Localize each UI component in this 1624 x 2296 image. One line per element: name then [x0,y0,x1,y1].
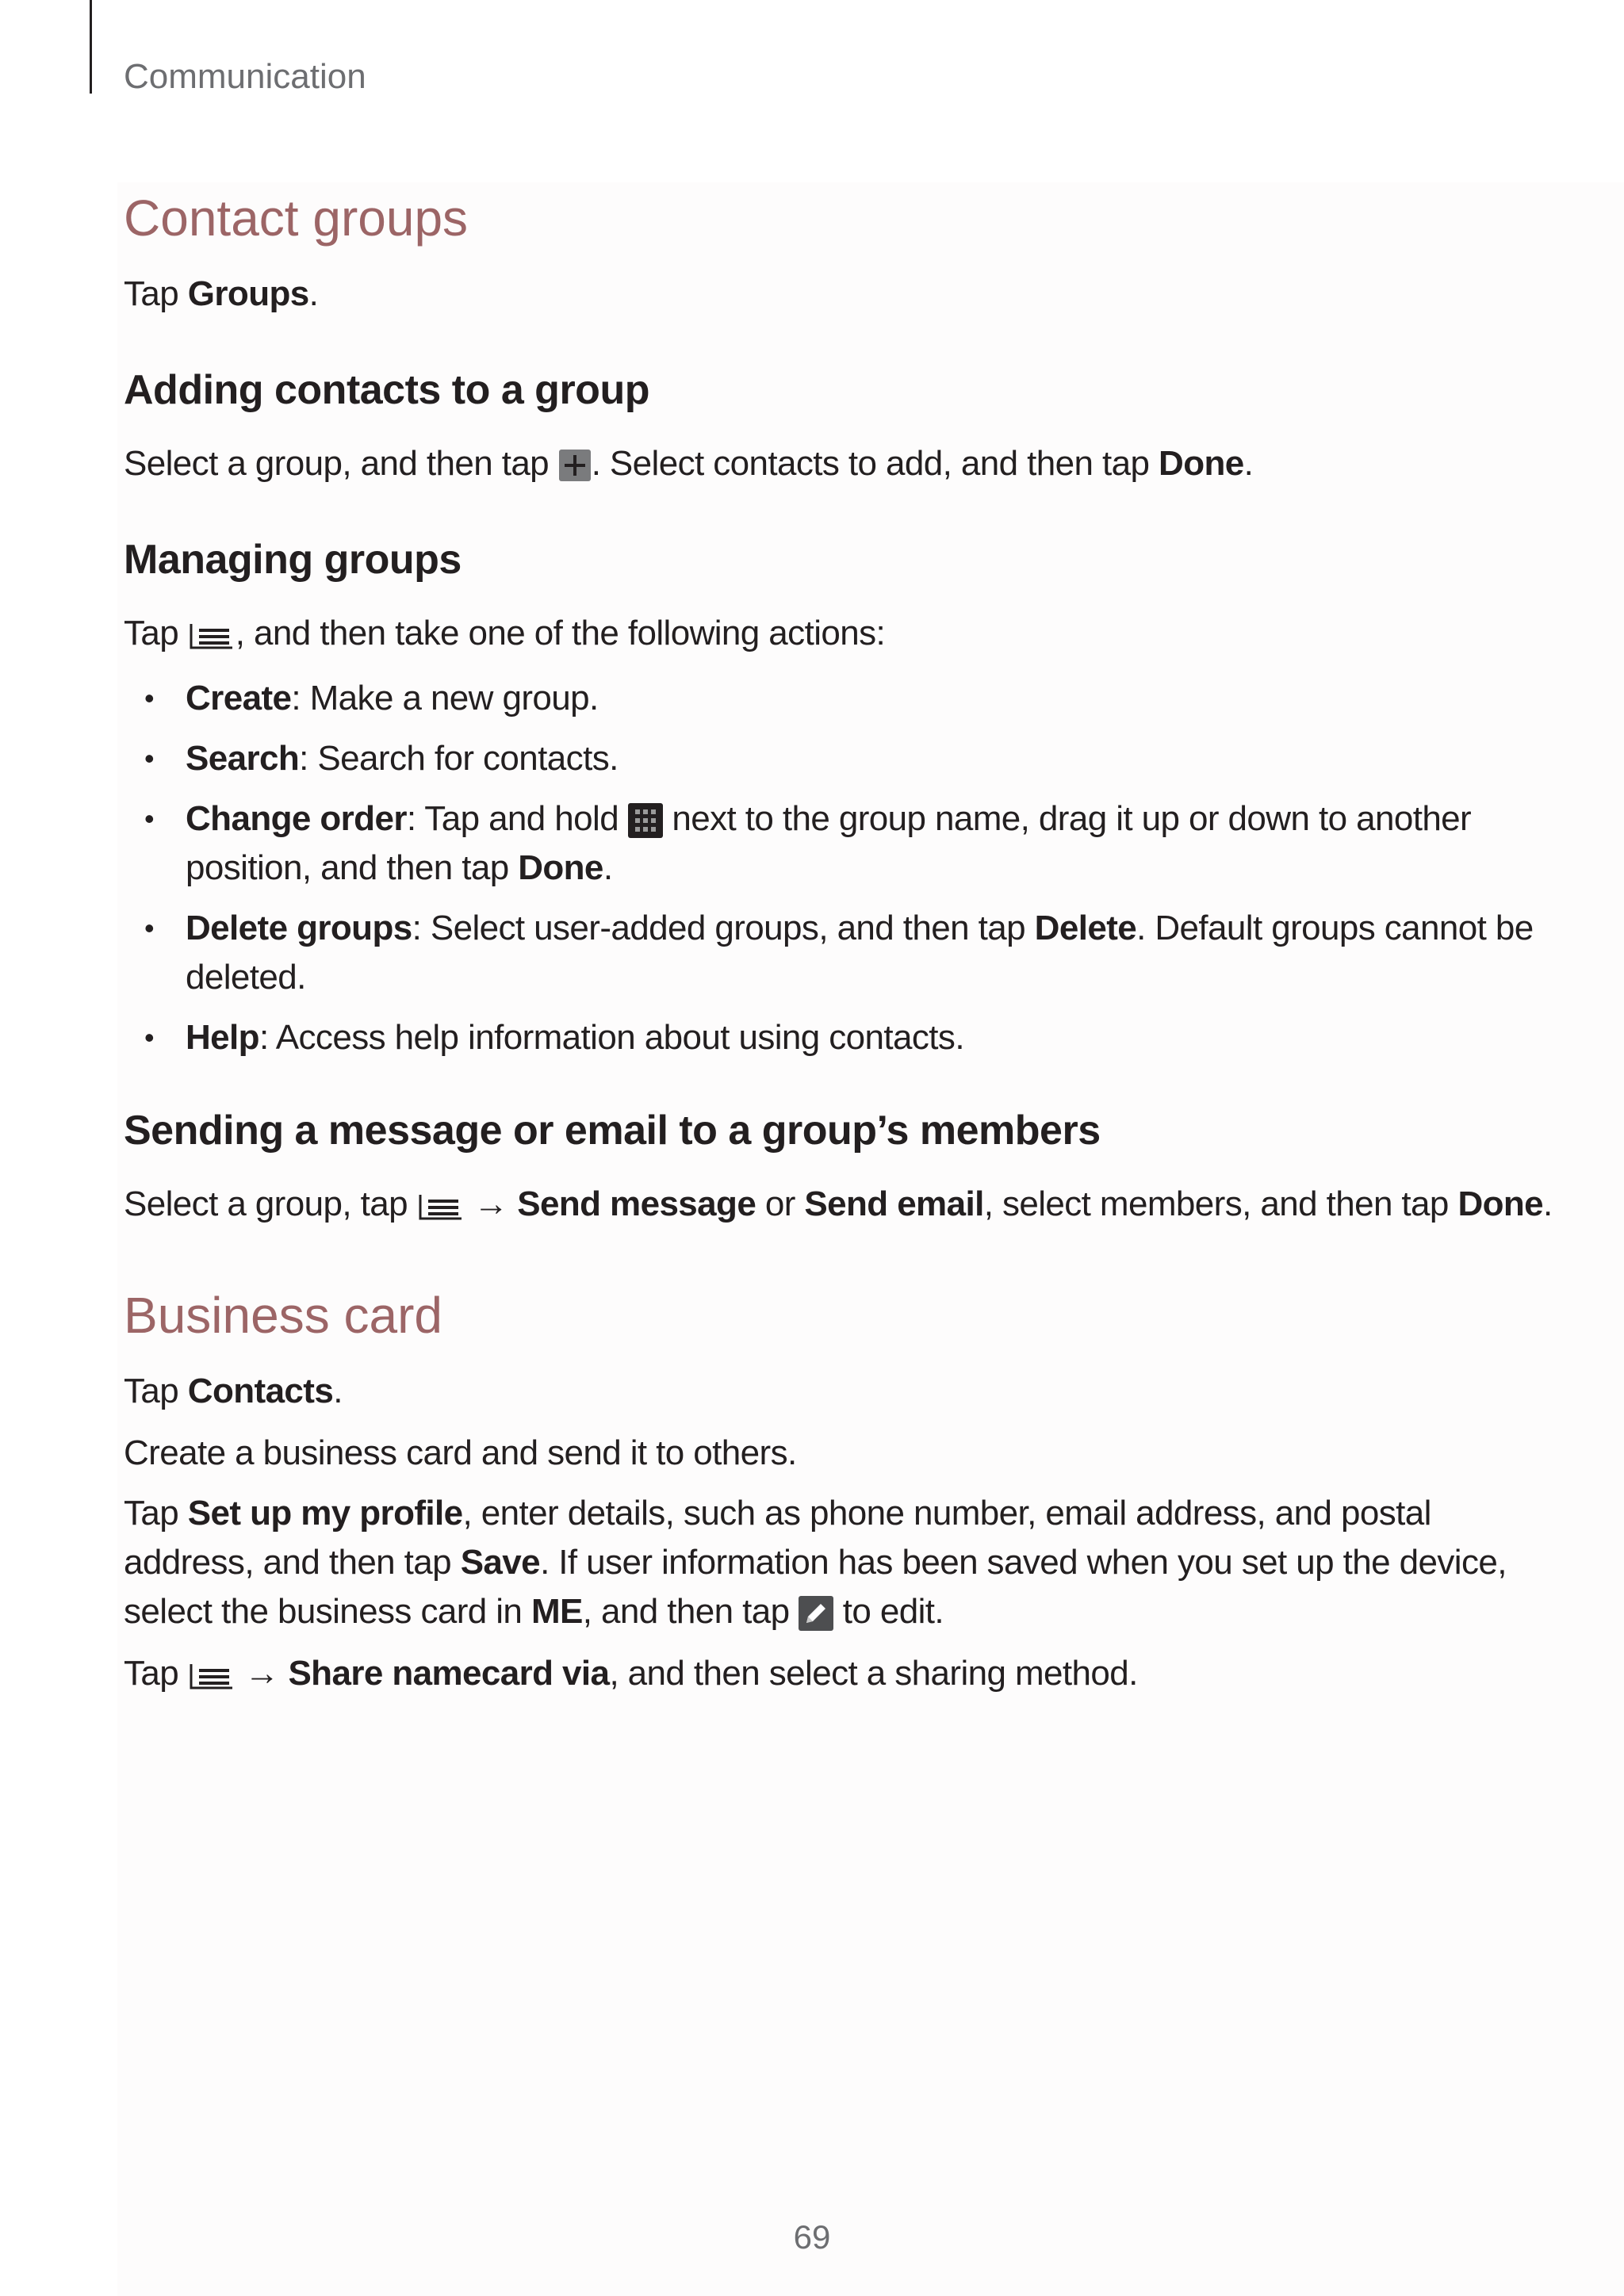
sending-message-heading: Sending a message or email to a group’s members [124,1108,1101,1154]
managing-groups-heading: Managing groups [124,537,462,583]
contact-groups-intro: Tap Groups. [124,274,319,313]
list-item: • Delete groups: Select user-added groups, and then tap Delete. Default groups cannot be deleted. [144,909,1534,997]
list-item: • Create: Make a new group. [144,679,599,718]
list-item: • Help: Access help information about using contacts. [144,1018,964,1057]
plus-icon [558,449,592,482]
contact-groups-title: Contact groups [124,189,469,247]
sending-message-text: Select a group, tap → Send message or Send email, select members, and then tap Done. [124,1184,1553,1223]
managing-actions-list [124,674,1534,1062]
content-background [117,182,1624,2296]
section-label: Communication [124,57,366,96]
list-item: • Search: Search for contacts. [144,739,619,778]
adding-contacts-heading: Adding contacts to a group [124,367,649,413]
grid-handle-icon [628,803,663,838]
business-card-setup-text: Tap Set up my profile, enter details, such as phone number, email address, and postal address, and then tap Save. If user information has been saved when you set up the device, select the business card in ME, and then tap to edit. [124,1494,1507,1631]
menu-icon [188,621,236,649]
menu-icon [188,1661,236,1689]
menu-icon [417,1192,465,1220]
business-card-description: Create a business card and send it to others. [124,1433,797,1472]
managing-groups-intro: Tap , and then take one of the following actions: [124,614,886,652]
business-card-title: Business card [124,1287,442,1344]
business-card-intro: Tap Contacts. [124,1372,343,1410]
page-number: 69 [793,2218,831,2256]
edit-pencil-icon [799,1596,833,1631]
adding-contacts-text: Select a group, and then tap . Select contacts to add, and then tap Done. [124,444,1254,483]
list-item: • Change order: Tap and hold next to the group name, drag it up or down to another position, and then tap Done. [144,799,1472,887]
share-namecard-text: Tap → Share namecard via, and then select a sharing method. [124,1654,1138,1693]
header-rule [90,0,92,94]
